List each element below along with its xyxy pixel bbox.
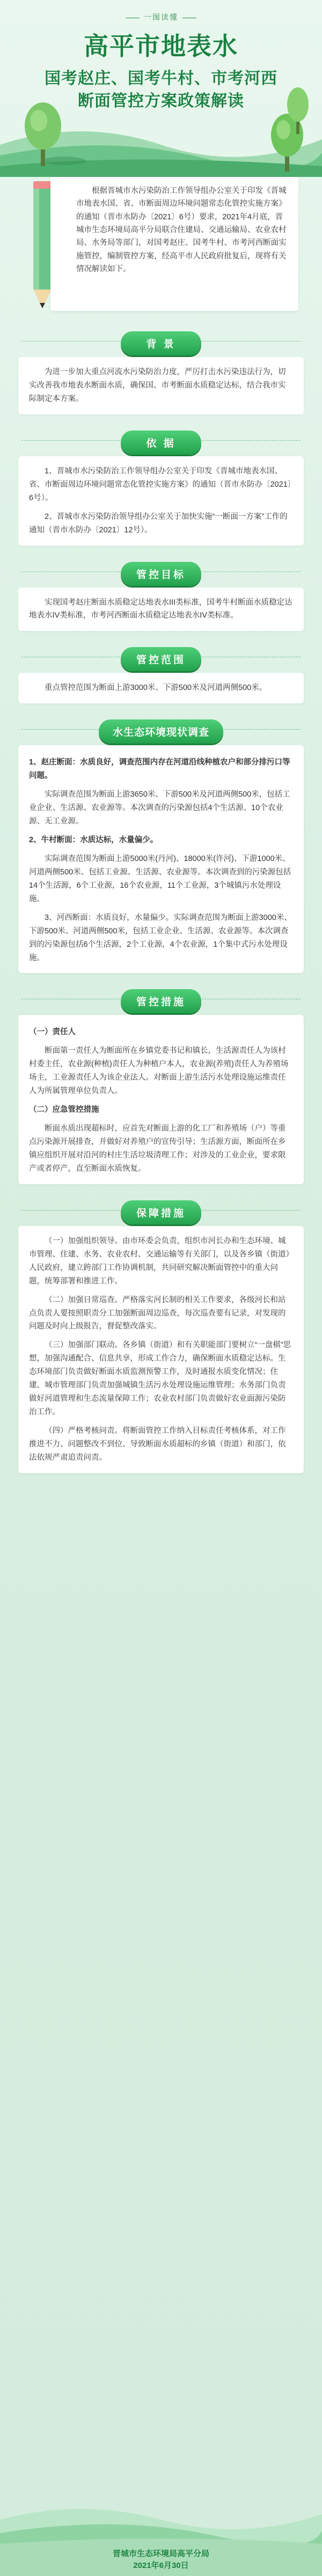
survey-item: 1、赵庄断面：水质良好，调查范围内存在河道沿线种植农户和部分排污口等问题。: [29, 758, 290, 781]
survey-heading: 水生态环境现状调查: [99, 719, 223, 744]
basis-item: 2、晋城市水污染防治领导组办公室关于加快实施“一断面一方案”工作的通知（晋市水防办〔2021〕12号）。: [29, 512, 288, 534]
subtitle-line-2: 断面管控方案政策解读: [78, 92, 244, 110]
hero-header: [0, 0, 322, 177]
intro-text: 根据晋城市水污染防治工作领导组办公室关于印发《晋城市地表水国、省、市断面周边环境问题常态化管控实施方案》的通知（晋市水防办〔2021〕6号）要求，2021年4月底，晋城市生态环境局高平分局联合住建局、交通运输局、农业农村局、水务局等部门，对国考赵庄、国考牛村、市考河西断面实施管控，编制管控方案，经高平市人民政府批复后，现将有关情况解读如下。: [76, 187, 287, 274]
survey-card: [18, 745, 304, 973]
section-heading-goal: [0, 555, 322, 588]
section-heading-measures: [0, 983, 322, 1015]
intro-sheet: [50, 177, 298, 311]
goal-text: 实现国考赵庄断面水质稳定达地表水III类标准，国考牛村断面水质稳定达地表水IV类标准，市考河西断面水质稳定达地表水IV类标准。: [29, 598, 292, 620]
measures-heading: 管控措施: [121, 989, 201, 1013]
guarantee-item: （四）严格考核问责。将断面管控工作纳入目标责任考核体系，对工作推进不力、问题整改不到位、导致断面水质超标的乡镇（街道）和部门，依法依规严肃追责问责。: [29, 1427, 286, 1462]
guarantee-item: （二）加强日常巡查。严格落实河长制的相关工作要求，各级河长和站点负责人要按照职责分工加强断面周边巡查，每次巡查要有记录，对发现的问题及时向上级报告，督促整改落实。: [29, 1295, 286, 1331]
section-heading-guarantee: [0, 1194, 322, 1226]
goal-heading: 管控目标: [121, 562, 201, 586]
page-title: 高平市地表水: [84, 32, 238, 60]
survey-item: 3、河西断面：水质良好，水量偏少。实际调查范围为断面上游3000米、下游500米、河道两侧500米，包括工业企业、生活源、农业源等。本次调查到的污染源包括6个生活源，2个工业源，4个农业源，1个集中式污水处理设施。: [29, 913, 292, 962]
background-text: 为进一步加大重点河流水污染防治力度，严厉打击水污染违法行为，切实改善我市地表水断面水质，确保国、市考断面水质稳定达标，结合我市实际制定本方案。: [29, 368, 286, 403]
scope-card: [18, 673, 304, 703]
goal-card: [18, 588, 304, 632]
background-card: [18, 357, 304, 414]
background-heading: 背 景: [121, 331, 201, 355]
tree-small-icon: [284, 86, 311, 134]
guarantee-item: （一）加强组织领导。由市环委会负责，组织市河长办和生态环境、城市管理、住建、水务、农业农村、交通运输等有关部门，以及各乡镇（街道）人民政府，建立跨部门工作协调机制，共同研究解决断面管控中的重大问题，统筹部署和推进工作。: [29, 1236, 290, 1286]
section-heading-background: [0, 325, 322, 357]
survey-item: 实际调查范围为断面上游5000米(丹河)、18000米(许河)、下游1000米、河道两侧500米、包括工业源、生活源、农业源等。本次调查到的污染源包括14个生活源，6个工业源，16个农业源，11个工业源，3个城镇污水处理设施。: [29, 854, 291, 903]
measures-item: （一）责任人: [29, 1028, 76, 1037]
tree-left-icon: [21, 102, 64, 166]
basis-card: [18, 456, 304, 546]
subtitle-line-1: 国考赵庄、国考牛村、市考河西: [45, 70, 277, 87]
guarantee-heading: 保障措施: [121, 1200, 201, 1224]
basis-heading: 依 据: [121, 430, 201, 455]
footer-org: 晋城市生态环境局高平分局: [112, 2549, 209, 2558]
footer-date: 2021年6月30日: [133, 2561, 189, 2570]
section-heading-scope: [0, 641, 322, 673]
scope-heading: 管控范围: [121, 647, 201, 671]
basis-item: 1、晋城市水污染防治工作领导组办公室关于印发《晋城市地表水国、省、市断面周边环境问题常态化管控实施方案》的通知（晋市水防办〔2021〕6号）。: [29, 466, 292, 502]
measures-item: 断面第一责任人为断面所在乡镇党委书记和镇长，生活源责任人为该村村委主任，农业源(种植)责任人为种植户本人，农业源(养殖)责任人为养殖场场主，工业源责任人为该企业法人。对断面上游生活污水处理设施运维责任人为所属管理单位负责人。: [29, 1046, 289, 1096]
measures-item: 断面水质出现超标时，应首先对断面上游的化工厂和养殖场（户）等重点污染源开展排查，并做好对养殖户的宣传引导；生活源方面，断面所在乡镇应组织开展对沿河的村庄生活垃圾清理工作；对涉及的工业企业，要求限产或者停产，直至断面水质恢复。: [29, 1124, 286, 1173]
footer: [0, 2488, 322, 2576]
measures-card: [18, 1015, 304, 1184]
header-tag: 一图读懂: [121, 12, 201, 23]
guarantee-card: [18, 1226, 304, 1473]
measures-item: （二）应急管控措施: [29, 1105, 99, 1115]
survey-item: 2、牛村断面：水质达标，水量偏少。: [29, 836, 158, 844]
section-heading-basis: [0, 424, 322, 456]
guarantee-item: （三）加强部门联动。各乡镇（街道）和有关职能部门要树立“一盘棋”思想，加强沟通配合、信息共享，形成工作合力，确保断面水质稳定达标。生态环境部门负责做好断面水质监测预警工作，及时通报水质变化情况；住建、城市管理部门负责加强城镇生活污水处理设施运维管理；水务部门负责做好河道管理和生态流量保障工作；农业农村部门负责做好农业面源污染防治工作。: [29, 1341, 291, 1417]
section-heading-survey: [0, 713, 322, 745]
survey-item: 实际调查范围为断面上游3650米、下游500米及河道两侧500米，包括工业企业、生活源、农业源等。本次调查的污染源包括4个生活源、10个农业源、无工业源。: [29, 790, 290, 826]
scope-text: 重点管控范围为断面上游3000米、下游500米及河道两侧500米。: [45, 684, 267, 693]
intro-card: [24, 177, 298, 311]
